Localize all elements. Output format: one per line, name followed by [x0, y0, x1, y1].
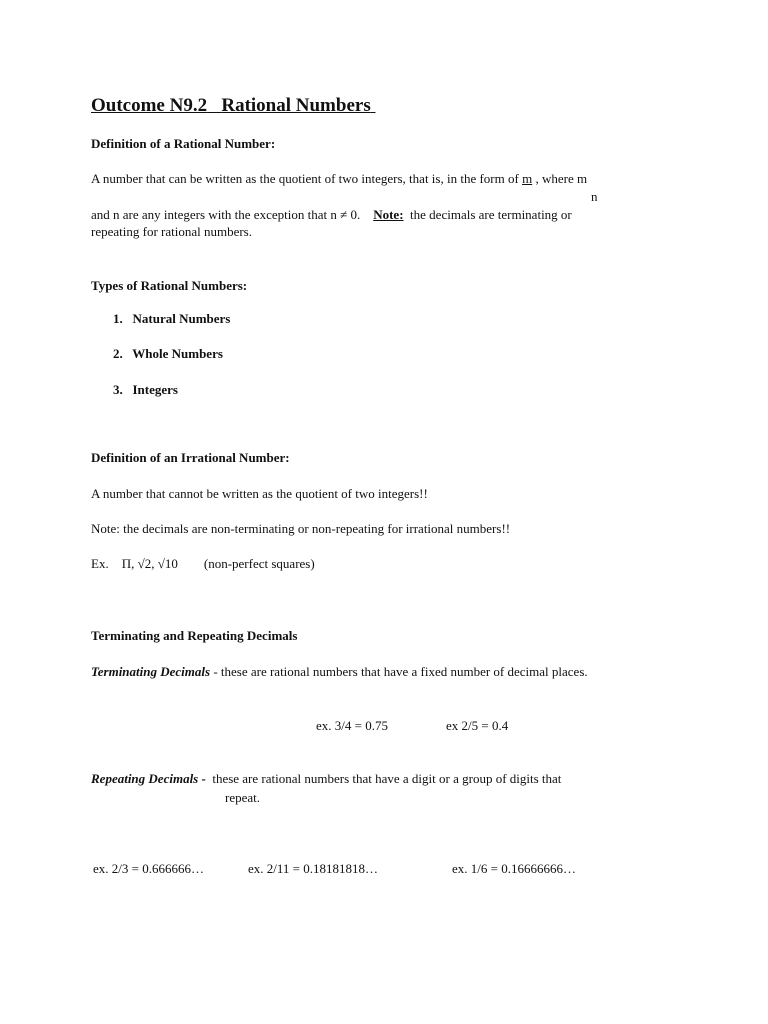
irrational-definition-heading: Definition of an Irrational Number:	[91, 450, 290, 465]
example-label: Ex.	[91, 556, 109, 571]
fraction-numerator: m	[522, 171, 533, 186]
repeating-term: Repeating Decimals -	[91, 771, 206, 786]
list-item	[113, 346, 223, 362]
terminating-example-2: ex 2/5 = 0.4	[446, 718, 509, 733]
rational-line1-post: , where m	[535, 171, 588, 186]
terminating-definition	[91, 664, 588, 680]
rational-line1-pre: A number that can be written as the quotient of two integers, that is, in the form of	[91, 171, 519, 186]
rational-definition-heading: Definition of a Rational Number:	[91, 136, 276, 151]
list-item-label: Whole Numbers	[132, 346, 223, 361]
rational-definition-line1	[91, 171, 587, 187]
rational-definition-line2	[91, 207, 572, 223]
list-item-number: 1.	[113, 311, 123, 326]
title-label: Outcome N9.2	[91, 95, 208, 116]
list-item	[113, 311, 230, 327]
list-item-number: 3.	[113, 382, 123, 397]
title-subject: Rational Numbers	[221, 95, 371, 116]
irrational-definition-text: A number that cannot be written as the quotient of two integers!!	[91, 486, 428, 501]
terminating-example-1: ex. 3/4 = 0.75	[316, 718, 388, 733]
repeating-example-3: ex. 1/6 = 0.16666666…	[452, 861, 576, 876]
list-item-label: Natural Numbers	[132, 311, 231, 326]
fraction-denominator: n	[591, 189, 598, 204]
repeating-example-2: ex. 2/11 = 0.18181818…	[248, 861, 378, 876]
repeating-def-line2: repeat.	[225, 790, 261, 805]
rational-line2-post: the decimals are terminating or	[410, 207, 572, 222]
terminating-term: Terminating Decimals	[91, 664, 211, 679]
example-values: Π, √2, √10	[121, 556, 178, 571]
list-item-number: 2.	[113, 346, 123, 361]
rational-line2-pre: and n are any integers with the exception that n ≠ 0.	[91, 207, 361, 222]
repeating-def-line1: these are rational numbers that have a digit or a group of digits that	[212, 771, 562, 786]
decimals-heading: Terminating and Repeating Decimals	[91, 628, 298, 643]
example-note: (non-perfect squares)	[203, 556, 315, 571]
note-label: Note:	[373, 207, 404, 222]
list-item	[113, 382, 178, 398]
terminating-def: - these are rational numbers that have a fixed number of decimal places.	[210, 664, 588, 679]
repeating-example-1: ex. 2/3 = 0.666666…	[93, 861, 204, 876]
page-title	[91, 95, 375, 117]
types-heading: Types of Rational Numbers:	[91, 278, 248, 293]
irrational-examples	[91, 556, 315, 572]
list-item-label: Integers	[132, 382, 178, 397]
repeating-definition	[91, 771, 561, 787]
irrational-note: Note: the decimals are non-terminating or non-repeating for irrational numbers!!	[91, 521, 511, 536]
rational-definition-line3: repeating for rational numbers.	[91, 224, 252, 239]
